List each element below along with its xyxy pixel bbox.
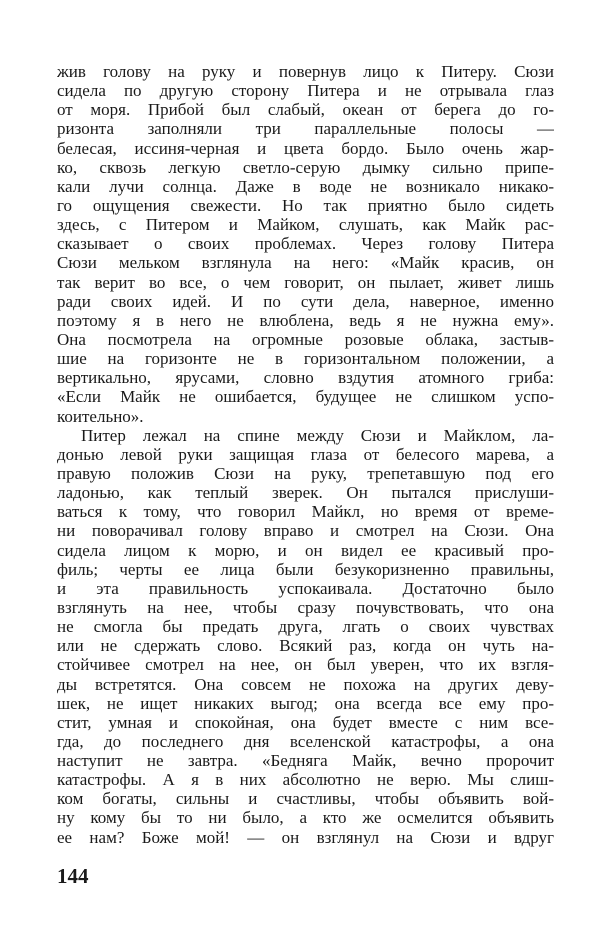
text-line: кали лучи солнца. Даже в воде не возникало никако- bbox=[57, 176, 554, 196]
text-line: шек, не ищет никаких выгод; она всегда все ему про- bbox=[57, 693, 554, 713]
text-line: Питер лежал на спине между Сюзи и Майклом, ла- bbox=[81, 425, 554, 445]
text-line: наступит не завтра. «Бедняга Майк, вечно пророчит bbox=[57, 751, 554, 771]
page-number: 144 bbox=[57, 864, 89, 888]
text-line: сказывает о своих проблемах. Через голову Питера bbox=[57, 234, 554, 254]
text-line: гда, до последнего дня вселенской катастрофы, а она bbox=[57, 731, 554, 751]
text-line: стит, умная и спокойная, она будет вместе с ним все- bbox=[57, 712, 554, 732]
text-line: не смогла бы предать друга, лгать о своих чувствах bbox=[57, 617, 554, 637]
text-line: донью левой руки защищая глаза от белесого марева, а bbox=[57, 444, 554, 464]
text-line: или не сдержать слово. Всякий раз, когда он чуть на- bbox=[57, 636, 554, 656]
text-line: коительно». bbox=[57, 406, 144, 426]
text-line: правую положив Сюзи на руку, трепетавшую под его bbox=[57, 463, 554, 483]
text-line: Она посмотрела на огромные розовые облака, застыв- bbox=[57, 329, 554, 349]
text-line: ваться к тому, что говорил Майкл, но время от време- bbox=[57, 502, 554, 522]
text-line: ды встретятся. Она совсем не похожа на других деву- bbox=[57, 674, 554, 694]
text-line: ее нам? Боже мой! — он взглянул на Сюзи и вдруг bbox=[57, 827, 554, 847]
text-line: сидела по другую сторону Питера и не отрывала глаз bbox=[57, 81, 554, 101]
text-line: так верит во все, о чем говорит, он пылает, живет лишь bbox=[57, 272, 554, 292]
text-line: сидела лицом к морю, и он видел ее красивый про- bbox=[57, 540, 554, 560]
text-line: взглянуть на нее, чтобы сразу почувствовать, что она bbox=[57, 597, 554, 617]
text-line: Сюзи мельком взглянула на него: «Майк красив, он bbox=[57, 253, 554, 273]
text-line: ну кому бы то ни было, а кто же осмелится объявить bbox=[57, 808, 554, 828]
text-line: и эта правильность успокаивала. Достаточно было bbox=[57, 578, 554, 598]
text-line: ком богаты, сильны и счастливы, чтобы объявить вой- bbox=[57, 789, 554, 809]
text-line: здесь, с Питером и Майком, слушать, как Майк рас- bbox=[57, 215, 554, 235]
text-line: филь; черты ее лица были безукоризненно правильны, bbox=[57, 559, 554, 579]
text-line: от моря. Прибой был слабый, океан от берега до го- bbox=[57, 100, 554, 120]
text-line: вертикально, ярусами, словно вздутия атомного гриба: bbox=[57, 368, 554, 388]
text-line: ризонта заполняли три параллельные полосы — bbox=[57, 119, 554, 139]
text-line: ко, сквозь легкую светло-серую дымку сильно припе- bbox=[57, 157, 554, 177]
text-line: поэтому я в него не влюблена, ведь я не нужна ему». bbox=[57, 310, 554, 330]
text-line: «Если Майк не ошибается, будущее не слишком успо- bbox=[57, 387, 554, 407]
text-line: ладонью, как теплый зверек. Он пытался прислуши- bbox=[57, 483, 554, 503]
text-line: ни поворачивал голову вправо и смотрел на Сюзи. Она bbox=[57, 521, 554, 541]
text-line: стойчивее смотрел на нее, он был уверен, что их взгля- bbox=[57, 655, 554, 675]
text-line: го ощущения свежести. Но так приятно было сидеть bbox=[57, 195, 554, 215]
body-text bbox=[57, 62, 554, 847]
text-line: жив голову на руку и повернув лицо к Питеру. Сюзи bbox=[57, 62, 554, 81]
text-line: ради своих идей. И по сути дела, наверное, именно bbox=[57, 291, 554, 311]
text-line: белесая, иссиня-черная и цвета бордо. Было очень жар- bbox=[57, 138, 554, 158]
text-line: катастрофы. А я в них абсолютно не верю. Мы слиш- bbox=[57, 770, 554, 790]
text-line: шие на горизонте не в горизонтальном положении, а bbox=[57, 349, 554, 369]
